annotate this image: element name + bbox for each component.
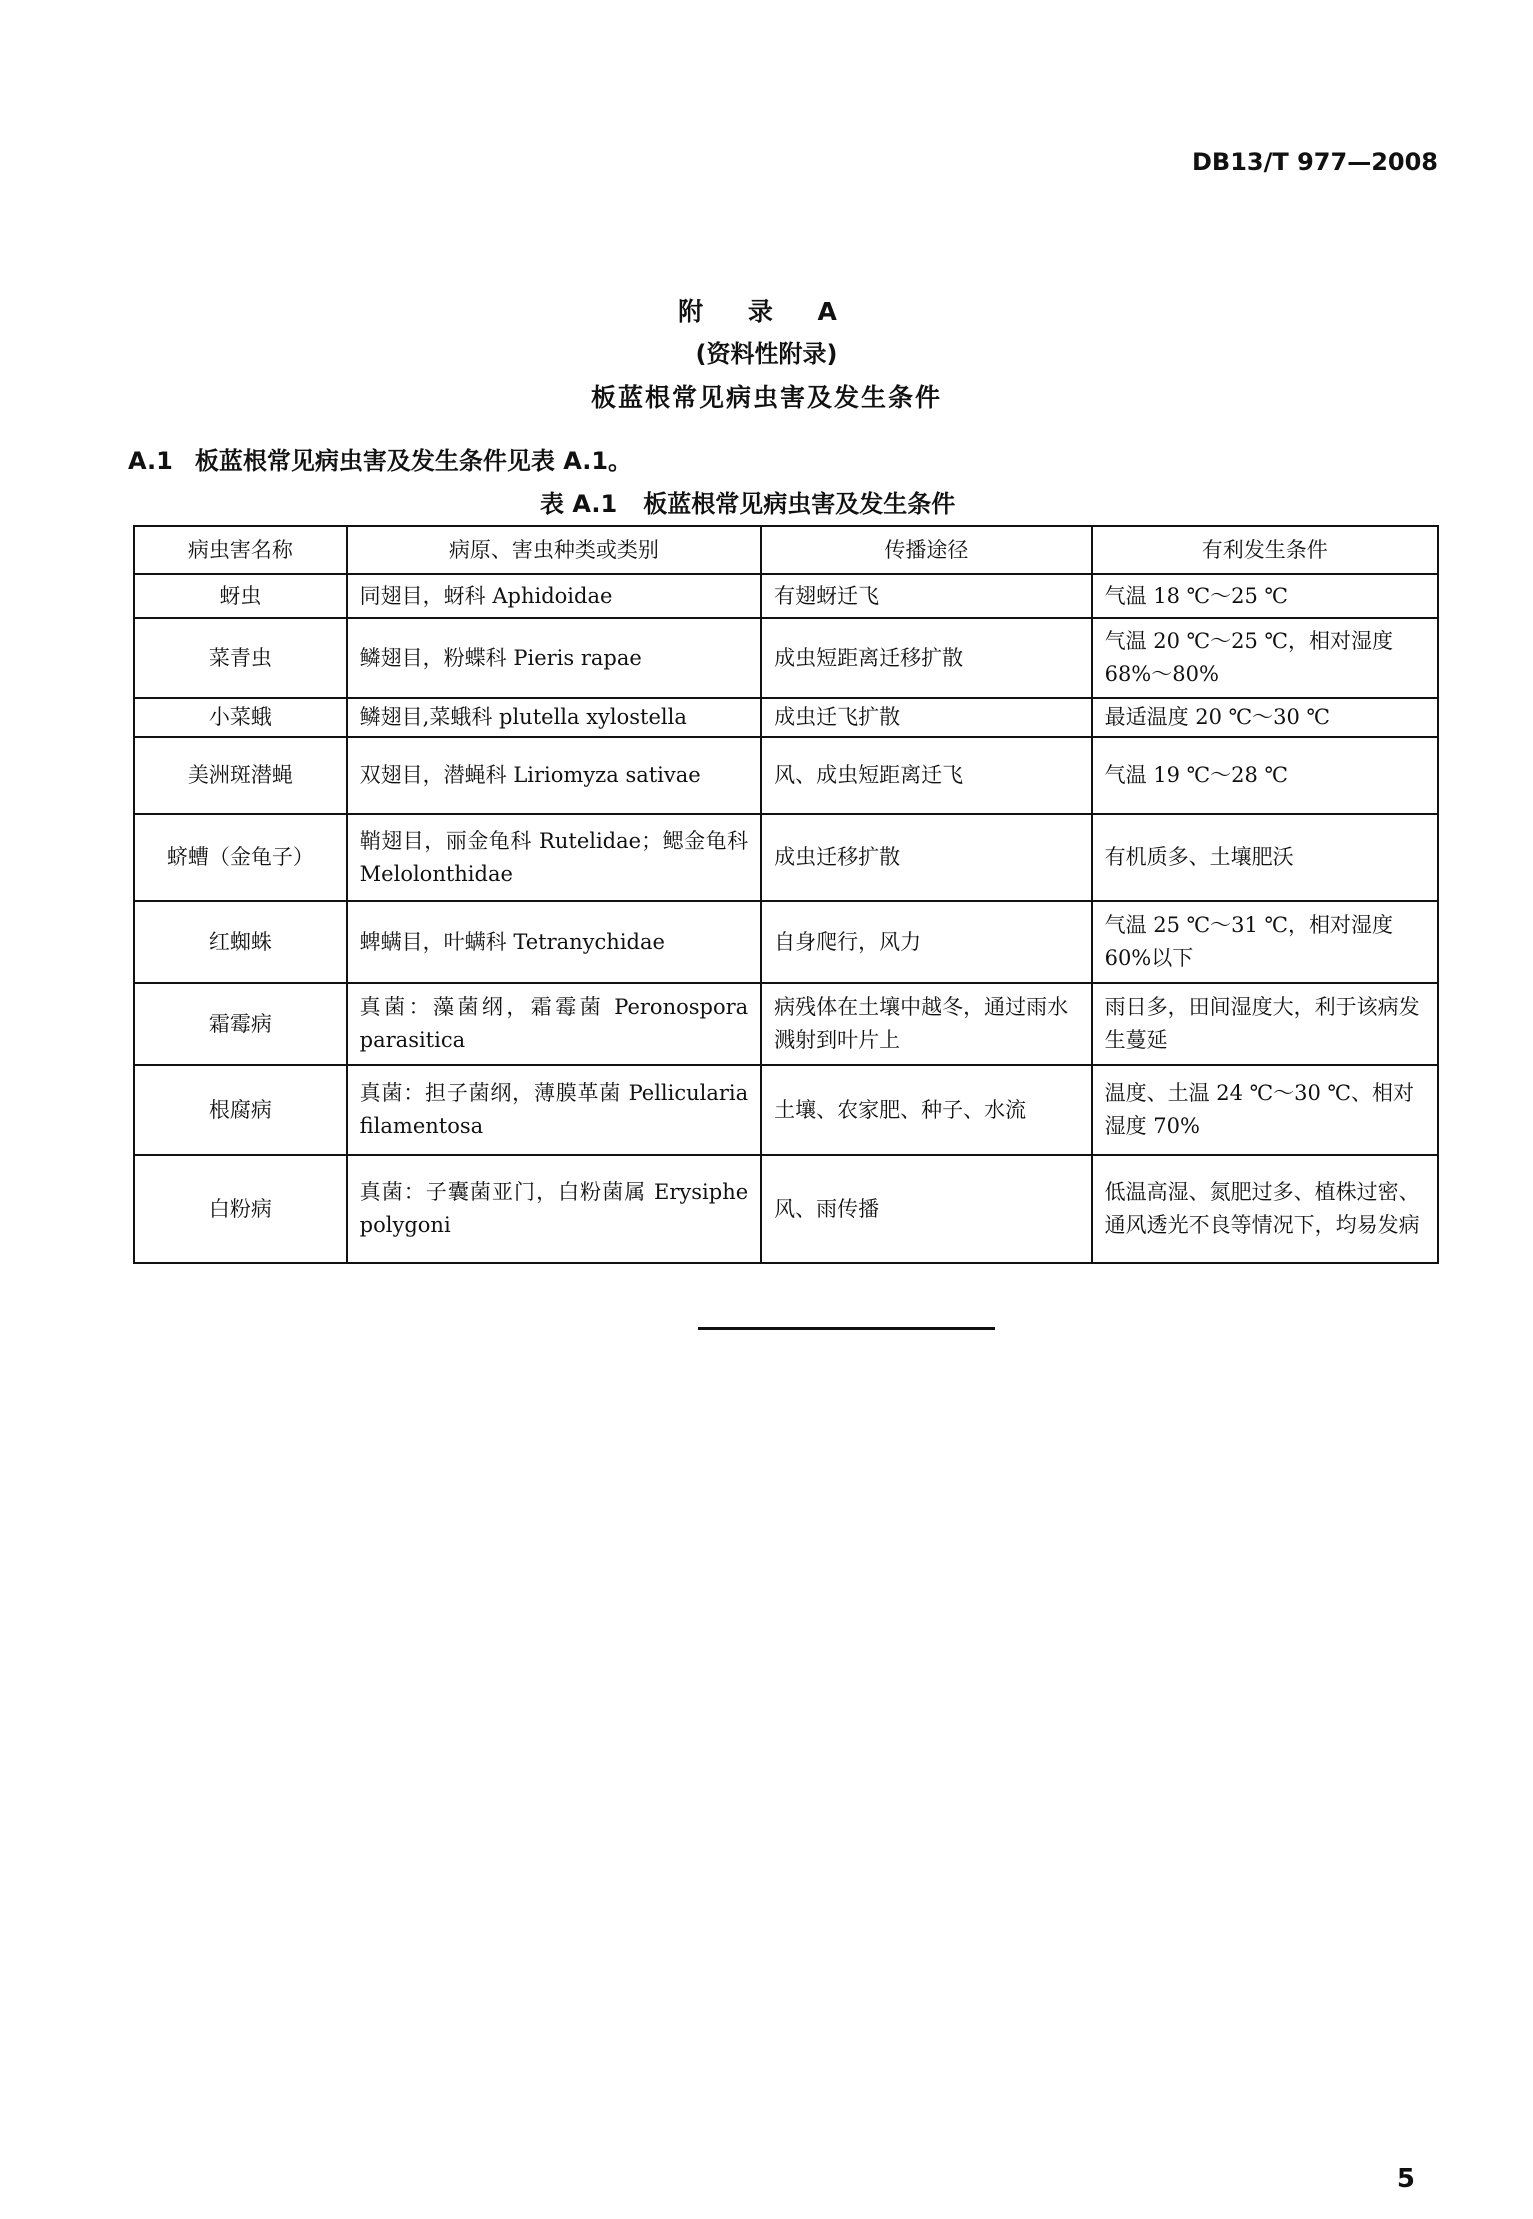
cell-conditions: 气温 19 ℃～28 ℃ bbox=[1092, 737, 1438, 814]
page-number: 5 bbox=[1396, 2164, 1415, 2194]
table-row bbox=[134, 737, 1438, 814]
cell-pathogen: 双翅目，潜蝇科 Liriomyza sativae bbox=[347, 737, 761, 814]
cell-pest-name: 小菜蛾 bbox=[134, 698, 347, 737]
table-row bbox=[134, 574, 1438, 618]
document-number: DB13/T 977—2008 bbox=[1192, 148, 1438, 176]
appendix-heading: 板蓝根常见病虫害及发生条件 bbox=[590, 383, 942, 412]
clause-text: 板蓝根常见病虫害及发生条件见表 A.1。 bbox=[194, 447, 633, 475]
clause-number: A.1 bbox=[128, 447, 173, 475]
cell-transmission: 风、成虫短距离迁飞 bbox=[761, 737, 1091, 814]
cell-conditions: 气温 18 ℃～25 ℃ bbox=[1092, 574, 1438, 618]
cell-pest-name: 美洲斑潜蝇 bbox=[134, 737, 347, 814]
cell-conditions: 有机质多、土壤肥沃 bbox=[1092, 814, 1438, 901]
header-pest-name: 病虫害名称 bbox=[134, 526, 347, 574]
table-row bbox=[134, 1065, 1438, 1155]
table-row bbox=[134, 983, 1438, 1065]
cell-transmission: 风、雨传播 bbox=[761, 1155, 1091, 1263]
cell-transmission: 自身爬行，风力 bbox=[761, 901, 1091, 983]
cell-pathogen: 鳞翅目,菜蛾科 plutella xylostella bbox=[347, 698, 761, 737]
cell-transmission: 成虫短距离迁移扩散 bbox=[761, 618, 1091, 698]
pest-table bbox=[133, 525, 1439, 1264]
table-row bbox=[134, 618, 1438, 698]
cell-conditions: 最适温度 20 ℃～30 ℃ bbox=[1092, 698, 1438, 737]
cell-pathogen: 同翅目，蚜科 Aphidoidae bbox=[347, 574, 761, 618]
cell-pathogen: 真菌：子囊菌亚门，白粉菌属 Erysiphe polygoni bbox=[347, 1155, 761, 1263]
cell-transmission: 病残体在土壤中越冬，通过雨水溅射到叶片上 bbox=[761, 983, 1091, 1065]
header-transmission: 传播途径 bbox=[761, 526, 1091, 574]
table-row bbox=[134, 901, 1438, 983]
cell-transmission: 土壤、农家肥、种子、水流 bbox=[761, 1065, 1091, 1155]
cell-transmission: 成虫迁移扩散 bbox=[761, 814, 1091, 901]
clause-a1 bbox=[128, 441, 632, 476]
appendix-title: 附 录 A bbox=[678, 297, 855, 326]
cell-pest-name: 霜霉病 bbox=[134, 983, 347, 1065]
cell-transmission: 成虫迁飞扩散 bbox=[761, 698, 1091, 737]
cell-conditions: 气温 20 ℃～25 ℃，相对湿度 68%～80% bbox=[1092, 618, 1438, 698]
cell-transmission: 有翅蚜迁飞 bbox=[761, 574, 1091, 618]
end-rule bbox=[698, 1327, 995, 1330]
cell-pathogen: 蜱螨目，叶螨科 Tetranychidae bbox=[347, 901, 761, 983]
cell-pathogen: 鞘翅目，丽金龟科 Rutelidae；鳃金龟科 Melolonthidae bbox=[347, 814, 761, 901]
table-row bbox=[134, 814, 1438, 901]
cell-pest-name: 蚜虫 bbox=[134, 574, 347, 618]
appendix-note: (资料性附录) bbox=[695, 340, 838, 368]
cell-pest-name: 红蜘蛛 bbox=[134, 901, 347, 983]
header-pathogen: 病原、害虫种类或类别 bbox=[347, 526, 761, 574]
table-header-row bbox=[134, 526, 1438, 574]
cell-pest-name: 菜青虫 bbox=[134, 618, 347, 698]
table-row bbox=[134, 1155, 1438, 1263]
cell-conditions: 低温高湿、氮肥过多、植株过密、通风透光不良等情况下，均易发病 bbox=[1092, 1155, 1438, 1263]
cell-pathogen: 真菌：担子菌纲，薄膜革菌 Pellicularia filamentosa bbox=[347, 1065, 761, 1155]
table-row bbox=[134, 698, 1438, 737]
cell-pathogen: 真菌：藻菌纲，霜霉菌 Peronospora parasitica bbox=[347, 983, 761, 1065]
cell-pest-name: 蛴螬（金龟子） bbox=[134, 814, 347, 901]
cell-pathogen: 鳞翅目，粉蝶科 Pieris rapae bbox=[347, 618, 761, 698]
cell-pest-name: 根腐病 bbox=[134, 1065, 347, 1155]
cell-conditions: 温度、土温 24 ℃～30 ℃、相对湿度 70% bbox=[1092, 1065, 1438, 1155]
cell-conditions: 气温 25 ℃～31 ℃，相对湿度 60%以下 bbox=[1092, 901, 1438, 983]
table-caption-number: 表 A.1 bbox=[540, 490, 618, 518]
cell-conditions: 雨日多，田间湿度大，利于该病发生蔓延 bbox=[1092, 983, 1438, 1065]
cell-pest-name: 白粉病 bbox=[134, 1155, 347, 1263]
header-conditions: 有利发生条件 bbox=[1092, 526, 1438, 574]
table-caption-title: 板蓝根常见病虫害及发生条件 bbox=[643, 490, 956, 518]
table-caption bbox=[540, 484, 955, 519]
